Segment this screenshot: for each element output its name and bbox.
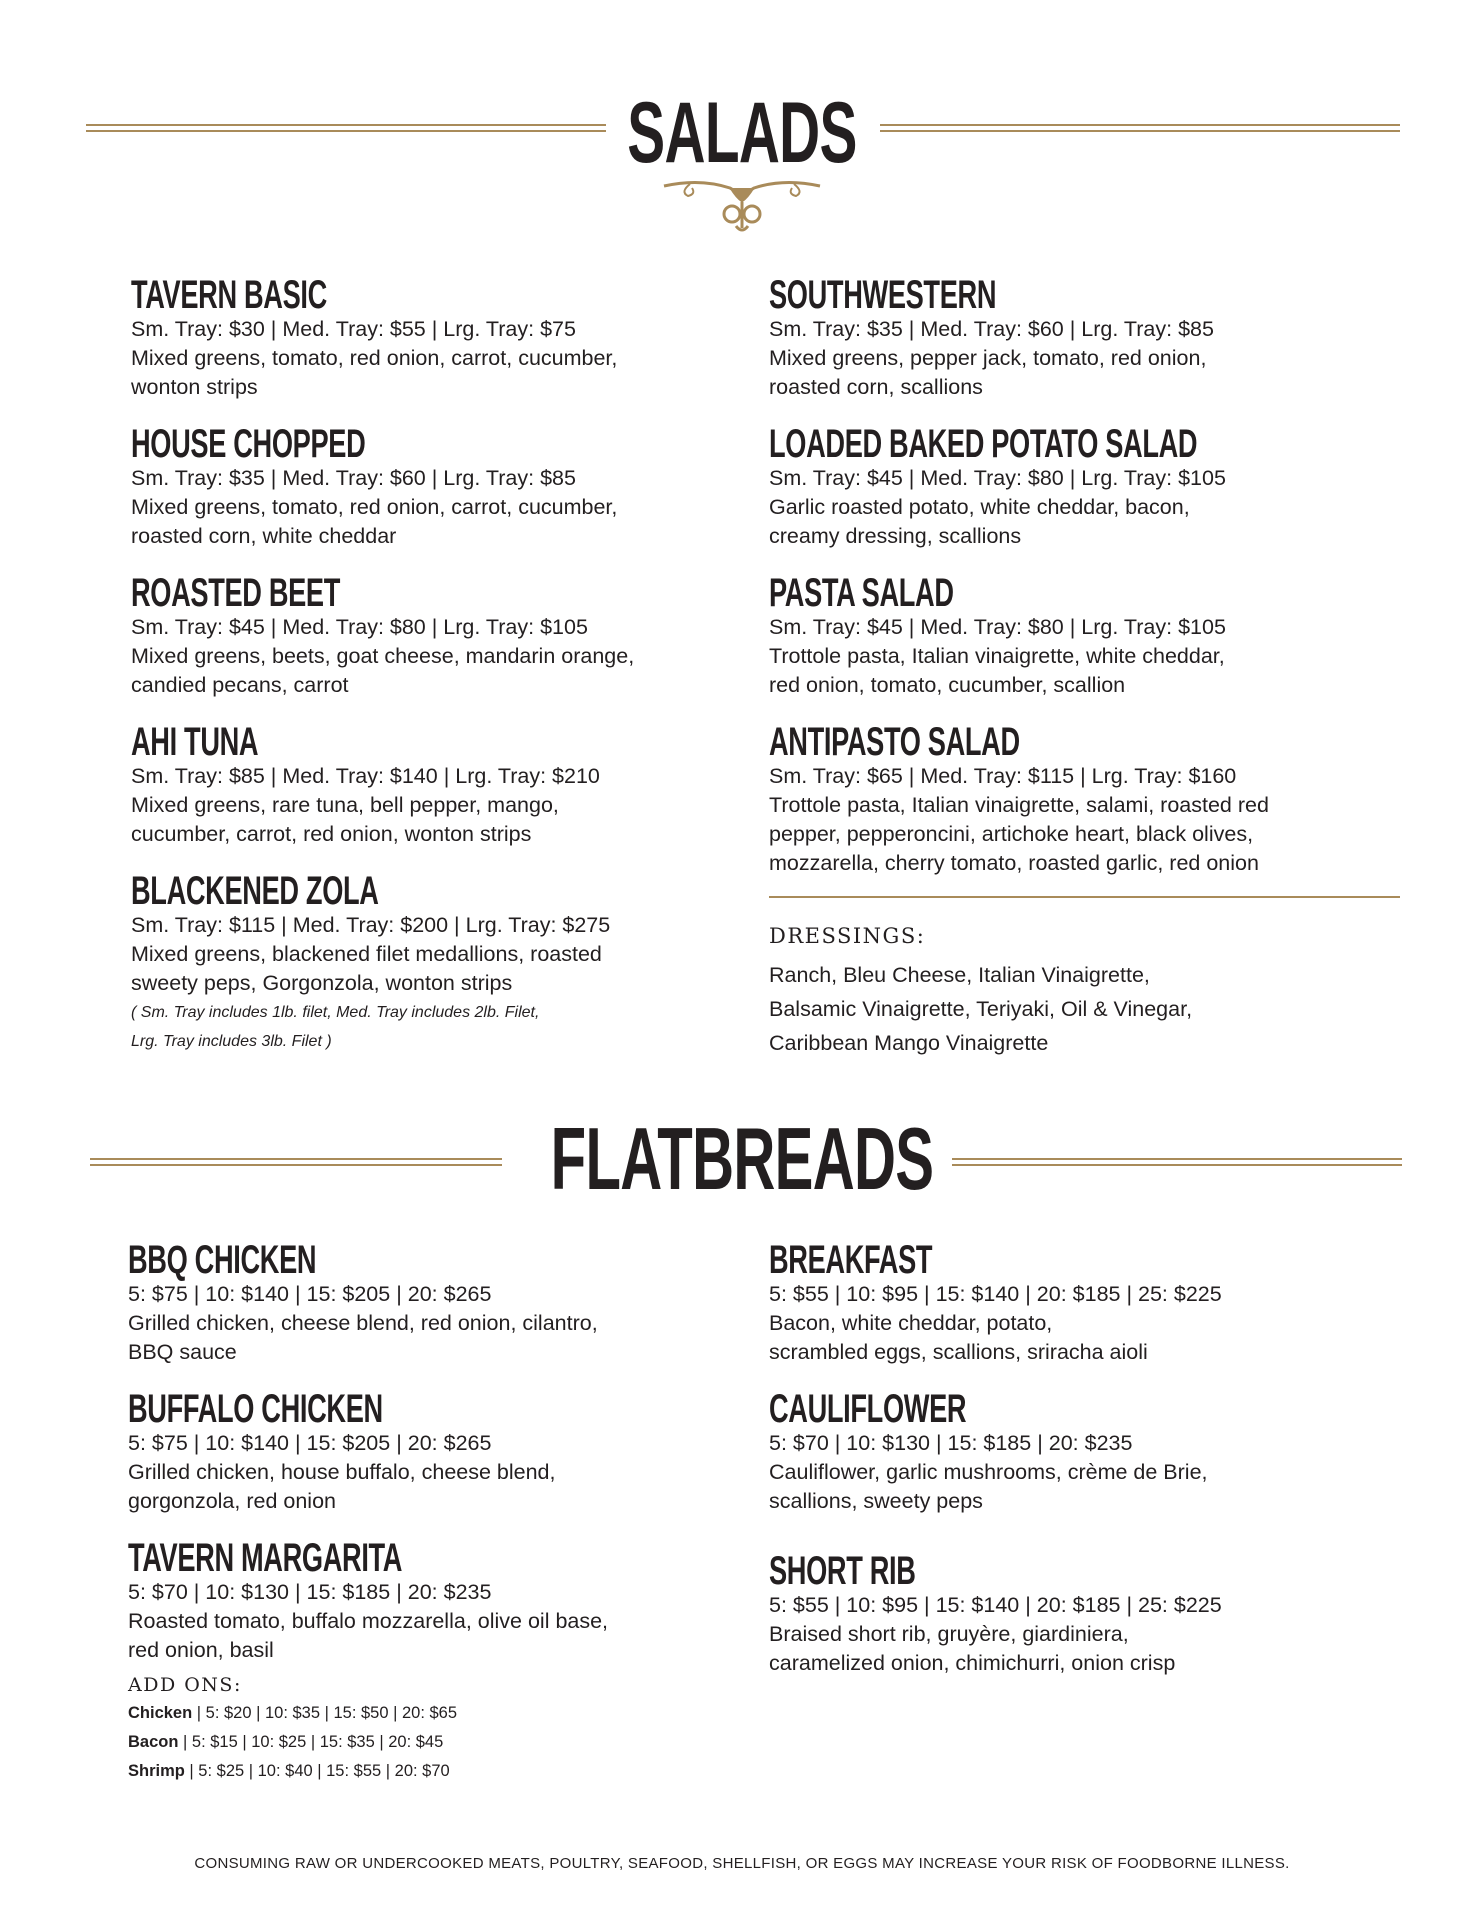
menu-item	[128, 1538, 728, 1665]
item-price: Sm. Tray: $45 | Med. Tray: $80 | Lrg. Tray: $105	[769, 466, 1226, 490]
item-title: ROASTED BEET	[131, 571, 341, 615]
item-price: Sm. Tray: $85 | Med. Tray: $140 | Lrg. Tray: $210	[131, 764, 600, 788]
addon-name: Bacon	[128, 1733, 179, 1751]
menu-item	[769, 1551, 1409, 1678]
item-title: LOADED BAKED POTATO SALAD	[769, 422, 1198, 466]
item-desc: Roasted tomato, buffalo mozzarella, olive oil base,	[128, 1609, 609, 1633]
dressing-line: Ranch, Bleu Cheese, Italian Vinaigrette,	[769, 963, 1150, 987]
item-desc: Grilled chicken, cheese blend, red onion, cilantro,	[128, 1311, 598, 1335]
item-desc: red onion, basil	[128, 1638, 274, 1662]
item-desc: pepper, pepperoncini, artichoke heart, black olives,	[769, 822, 1254, 846]
item-desc: caramelized onion, chimichurri, onion crisp	[769, 1651, 1176, 1675]
item-desc: Mixed greens, tomato, red onion, carrot, cucumber,	[131, 346, 618, 370]
item-desc: Grilled chicken, house buffalo, cheese blend,	[128, 1460, 556, 1484]
item-desc: Garlic roasted potato, white cheddar, bacon,	[769, 495, 1190, 519]
menu-item	[769, 1389, 1409, 1551]
item-title: AHI TUNA	[131, 720, 259, 764]
menu-item	[769, 573, 1409, 722]
food-safety-disclaimer: CONSUMING RAW OR UNDERCOOKED MEATS, POULTRY, SEAFOOD, SHELLFISH, OR EGGS MAY INCREASE YOUR RISK OF FOODBORNE ILLNESS.	[194, 1855, 1290, 1872]
addon-prices: | 5: $15 | 10: $25 | 15: $35 | 20: $45	[178, 1733, 444, 1751]
item-desc: Mixed greens, tomato, red onion, carrot, cucumber,	[131, 495, 618, 519]
item-desc: Bacon, white cheddar, potato,	[769, 1311, 1053, 1335]
item-price: 5: $70 | 10: $130 | 15: $185 | 20: $235	[128, 1580, 492, 1604]
item-price: 5: $70 | 10: $130 | 15: $185 | 20: $235	[769, 1431, 1133, 1455]
item-title: TAVERN BASIC	[131, 273, 327, 317]
salads-right-column	[769, 275, 1409, 878]
item-desc: Mixed greens, rare tuna, bell pepper, mango,	[131, 793, 559, 817]
addon-prices: | 5: $25 | 10: $40 | 15: $55 | 20: $70	[184, 1762, 450, 1780]
item-price: Sm. Tray: $35 | Med. Tray: $60 | Lrg. Tray: $85	[131, 466, 576, 490]
item-desc: Trottole pasta, Italian vinaigrette, salami, roasted red	[769, 793, 1269, 817]
item-price: Sm. Tray: $30 | Med. Tray: $55 | Lrg. Tray: $75	[131, 317, 576, 341]
item-title: BUFFALO CHICKEN	[128, 1387, 383, 1431]
item-price: 5: $55 | 10: $95 | 15: $140 | 20: $185 | 25: $225	[769, 1282, 1222, 1306]
dressing-line: Caribbean Mango Vinaigrette	[769, 1031, 1049, 1055]
item-desc: roasted corn, scallions	[769, 375, 983, 399]
item-price: Sm. Tray: $65 | Med. Tray: $115 | Lrg. Tray: $160	[769, 764, 1237, 788]
addons-heading: ADD ONS:	[128, 1674, 242, 1696]
item-title: PASTA SALAD	[769, 571, 954, 615]
item-desc: cucumber, carrot, red onion, wonton strips	[131, 822, 532, 846]
item-price: Sm. Tray: $35 | Med. Tray: $60 | Lrg. Tray: $85	[769, 317, 1214, 341]
item-desc: wonton strips	[131, 375, 258, 399]
addon-prices: | 5: $20 | 10: $35 | 15: $50 | 20: $65	[192, 1704, 458, 1722]
menu-item	[131, 275, 711, 424]
item-title: ANTIPASTO SALAD	[769, 720, 1020, 764]
item-desc: gorgonzola, red onion	[128, 1489, 336, 1513]
dressings-heading: DRESSINGS:	[769, 924, 926, 948]
item-desc: red onion, tomato, cucumber, scallion	[769, 673, 1126, 697]
addon-row	[128, 1757, 728, 1786]
item-price: Sm. Tray: $45 | Med. Tray: $80 | Lrg. Tray: $105	[769, 615, 1226, 639]
addon-name: Chicken	[128, 1704, 193, 1722]
item-desc: sweety peps, Gorgonzola, wonton strips	[131, 971, 513, 995]
item-title: CAULIFLOWER	[769, 1387, 967, 1431]
menu-item	[131, 722, 711, 871]
item-title: BREAKFAST	[769, 1238, 933, 1282]
dressing-line: Balsamic Vinaigrette, Teriyaki, Oil & Vinegar,	[769, 997, 1193, 1021]
menu-item	[128, 1240, 728, 1389]
item-price: 5: $75 | 10: $140 | 15: $205 | 20: $265	[128, 1282, 492, 1306]
item-desc: Mixed greens, blackened filet medallions, roasted	[131, 942, 602, 966]
item-price: Sm. Tray: $45 | Med. Tray: $80 | Lrg. Tray: $105	[131, 615, 588, 639]
item-title: HOUSE CHOPPED	[131, 422, 366, 466]
item-title: BLACKENED ZOLA	[131, 869, 379, 913]
dressings-divider	[769, 896, 1400, 898]
menu-item	[769, 722, 1409, 878]
addon-row	[128, 1699, 728, 1728]
item-desc: mozzarella, cherry tomato, roasted garlic, red onion	[769, 851, 1259, 875]
dressings-block	[769, 922, 1409, 1060]
addon-row	[128, 1728, 728, 1757]
item-desc: scrambled eggs, scallions, sriracha aioli	[769, 1340, 1148, 1364]
menu-item	[131, 871, 711, 1056]
addon-name: Shrimp	[128, 1762, 185, 1780]
item-title: SOUTHWESTERN	[769, 273, 997, 317]
menu-item	[769, 424, 1409, 573]
menu-item	[769, 275, 1409, 424]
item-note: Lrg. Tray includes 3lb. Filet )	[131, 1033, 332, 1050]
item-desc: Mixed greens, pepper jack, tomato, red onion,	[769, 346, 1207, 370]
item-price: 5: $75 | 10: $140 | 15: $205 | 20: $265	[128, 1431, 492, 1455]
item-desc: candied pecans, carrot	[131, 673, 349, 697]
item-desc: Trottole pasta, Italian vinaigrette, white cheddar,	[769, 644, 1225, 668]
menu-item	[131, 573, 711, 722]
item-desc: roasted corn, white cheddar	[131, 524, 397, 548]
salads-title: SALADS	[627, 85, 857, 181]
item-price: 5: $55 | 10: $95 | 15: $140 | 20: $185 | 25: $225	[769, 1593, 1222, 1617]
item-desc: scallions, sweety peps	[769, 1489, 983, 1513]
menu-item	[131, 424, 711, 573]
salads-left-column	[131, 275, 711, 1056]
item-price: Sm. Tray: $115 | Med. Tray: $200 | Lrg. Tray: $275	[131, 913, 611, 937]
item-title: SHORT RIB	[769, 1549, 916, 1593]
menu-item	[128, 1389, 728, 1538]
flourish-ornament-icon	[660, 172, 824, 238]
flatbreads-title: FLATBREADS	[550, 1109, 934, 1208]
item-title: BBQ CHICKEN	[128, 1238, 317, 1282]
item-desc: BBQ sauce	[128, 1340, 237, 1364]
flatbreads-left-column	[128, 1240, 728, 1786]
item-note: ( Sm. Tray includes 1lb. filet, Med. Tray includes 2lb. Filet,	[131, 1004, 540, 1021]
menu-item	[769, 1240, 1409, 1389]
item-desc: creamy dressing, scallions	[769, 524, 1022, 548]
item-title: TAVERN MARGARITA	[128, 1536, 403, 1580]
item-desc: Mixed greens, beets, goat cheese, mandarin orange,	[131, 644, 635, 668]
flatbreads-right-column	[769, 1240, 1409, 1678]
item-desc: Braised short rib, gruyère, giardiniera,	[769, 1622, 1129, 1646]
item-desc: Cauliflower, garlic mushrooms, crème de Brie,	[769, 1460, 1208, 1484]
